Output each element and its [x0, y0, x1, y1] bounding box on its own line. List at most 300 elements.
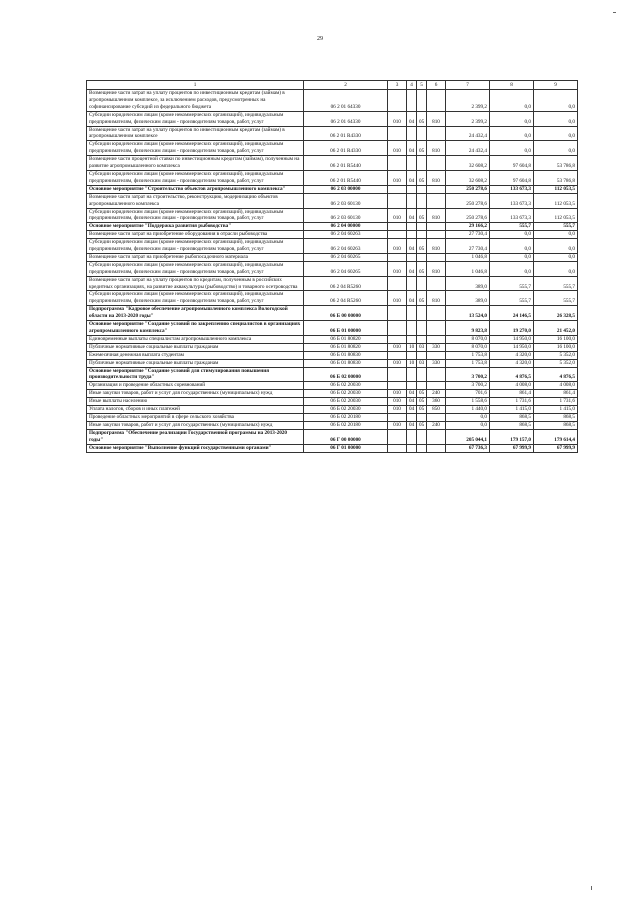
row-value-col8: 0,0 [490, 111, 534, 126]
row-value-col8: 0,0 [490, 239, 534, 254]
row-col6 [427, 351, 446, 359]
row-value-col7: 701,6 [446, 390, 490, 398]
table-row [87, 421, 578, 429]
row-col3 [388, 276, 407, 291]
row-code: 06 Б 02 20030 [304, 382, 388, 390]
row-value-col8: 861,4 [490, 390, 534, 398]
row-value-col9: 868,5 [534, 421, 578, 429]
row-value-col7: 1 440,0 [446, 406, 490, 414]
row-col3: 010 [388, 261, 407, 276]
row-value-col8: 67 999,9 [490, 444, 534, 452]
row-code: 06 2 01 64330 [304, 90, 388, 112]
table-row [87, 429, 578, 444]
page-number: 29 [317, 36, 323, 42]
row-value-col7: 24 432,4 [446, 141, 490, 156]
row-name: Субсидии юридическим лицам (кроме некоммерческих организаций), индивидуальным предпринимателям, физическим лицам - производителям товаров, работ, услуг [87, 208, 304, 223]
row-col5: 05 [417, 398, 427, 406]
row-value-col7: 1 558,6 [446, 398, 490, 406]
row-col5 [417, 193, 427, 208]
row-col4: 04 [407, 170, 417, 185]
row-name: Иные закупки товаров, работ и услуг для государственных (муниципальных) нужд [87, 390, 304, 398]
row-col6 [427, 335, 446, 343]
row-col6 [427, 253, 446, 261]
row-code: 06 2 04 60265 [304, 261, 388, 276]
row-col4 [407, 253, 417, 261]
row-code: 06 Б 02 20030 [304, 398, 388, 406]
row-col4 [407, 231, 417, 239]
row-col4 [407, 223, 417, 231]
table-row [87, 335, 578, 343]
row-col5: 05 [417, 406, 427, 414]
row-value-col8: 0,0 [490, 141, 534, 156]
row-value-col8: 133 673,3 [490, 193, 534, 208]
row-col3: 010 [388, 343, 407, 351]
row-name: Иные закупки товаров, работ и услуг для государственных (муниципальных) нужд [87, 421, 304, 429]
row-col5: 05 [417, 291, 427, 306]
table-row [87, 382, 578, 390]
row-name: Основное мероприятие "Выполнение функций государственными органами" [87, 444, 304, 452]
row-name: Проведение областных мероприятий в сфере сельского хозяйства [87, 413, 304, 421]
row-col6: 810 [427, 208, 446, 223]
row-value-col9: 112 053,5 [534, 193, 578, 208]
row-name: Возмещение части затрат на приобретение рыбопосадочного материала [87, 253, 304, 261]
row-col5 [417, 185, 427, 193]
row-code: 06 2 01 R4330 [304, 126, 388, 141]
table-row [87, 359, 578, 367]
row-col3: 010 [388, 111, 407, 126]
row-col4 [407, 193, 417, 208]
row-col6 [427, 429, 446, 444]
row-value-col8: 4 320,0 [490, 351, 534, 359]
row-col6: 240 [427, 390, 446, 398]
row-col3 [388, 231, 407, 239]
row-col3: 010 [388, 390, 407, 398]
row-col6 [427, 193, 446, 208]
table-row [87, 261, 578, 276]
row-col4 [407, 382, 417, 390]
row-col6 [427, 413, 446, 421]
row-code: 06 2 01 R5440 [304, 156, 388, 171]
row-col4 [407, 413, 417, 421]
row-col6: 810 [427, 291, 446, 306]
row-col5 [417, 321, 427, 336]
row-col3 [388, 444, 407, 452]
row-col5: 05 [417, 111, 427, 126]
row-col6: 810 [427, 170, 446, 185]
row-col4: 04 [407, 261, 417, 276]
table-row [87, 351, 578, 359]
scan-mark-top [613, 12, 616, 13]
row-col3 [388, 156, 407, 171]
row-value-col8: 133 673,3 [490, 208, 534, 223]
row-value-col8: 1 731,6 [490, 398, 534, 406]
row-value-col9: 0,0 [534, 90, 578, 112]
row-value-col8: 24 146,5 [490, 306, 534, 321]
row-value-col9: 112 053,5 [534, 185, 578, 193]
row-value-col8: 4 320,0 [490, 359, 534, 367]
header-cell-7: 7 [446, 81, 490, 90]
row-value-col7: 3 700,2 [446, 382, 490, 390]
row-value-col7: 67 736,3 [446, 444, 490, 452]
row-col4: 04 [407, 421, 417, 429]
row-value-col8: 14 950,0 [490, 335, 534, 343]
row-col3: 010 [388, 398, 407, 406]
row-col5 [417, 276, 427, 291]
row-col3 [388, 321, 407, 336]
table-row [87, 208, 578, 223]
row-value-col8: 555,7 [490, 223, 534, 231]
row-name: Субсидии юридическим лицам (кроме некоммерческих организаций), индивидуальным предпринимателям, физическим лицам - производителям товаров, работ, услуг [87, 141, 304, 156]
table-row [87, 321, 578, 336]
budget-table [86, 80, 578, 453]
row-value-col7: 29 166,2 [446, 223, 490, 231]
row-value-col9: 1 731,6 [534, 398, 578, 406]
row-value-col7: 8 070,0 [446, 343, 490, 351]
row-code: 06 2 01 R5440 [304, 170, 388, 185]
row-value-col8: 4 008,0 [490, 382, 534, 390]
row-value-col9: 1 415,0 [534, 406, 578, 414]
row-col6 [427, 156, 446, 171]
row-value-col9: 179 614,4 [534, 429, 578, 444]
row-name: Основное мероприятие "Создание условий по закреплению специалистов в организациях агропромышленного комплекса" [87, 321, 304, 336]
row-value-col7: 0,0 [446, 421, 490, 429]
row-code: 06 Г 00 00000 [304, 429, 388, 444]
row-name: Возмещение части затрат на приобретение оборудования в отрасли рыбоводства [87, 231, 304, 239]
row-value-col9: 21 452,0 [534, 321, 578, 336]
header-row [87, 81, 578, 90]
row-col3 [388, 429, 407, 444]
header-cell-4: 4 [407, 81, 417, 90]
row-value-col7: 32 608,2 [446, 170, 490, 185]
row-col4 [407, 335, 417, 343]
row-col3 [388, 223, 407, 231]
row-col3: 010 [388, 291, 407, 306]
row-col5: 05 [417, 170, 427, 185]
table-row [87, 111, 578, 126]
row-value-col9: 0,0 [534, 239, 578, 254]
row-value-col7: 8 070,0 [446, 335, 490, 343]
row-col6: 810 [427, 239, 446, 254]
table-row [87, 90, 578, 112]
table-body [87, 81, 578, 453]
table-row [87, 141, 578, 156]
row-col4 [407, 90, 417, 112]
row-col6: 810 [427, 261, 446, 276]
table-row [87, 239, 578, 254]
row-col6: 330 [427, 359, 446, 367]
row-value-col8: 0,0 [490, 231, 534, 239]
row-col5 [417, 253, 427, 261]
row-code: 06 2 01 R4330 [304, 141, 388, 156]
row-value-col7: 32 608,2 [446, 156, 490, 171]
row-value-col8: 555,7 [490, 276, 534, 291]
row-value-col9: 868,5 [534, 413, 578, 421]
row-code: 06 Б 01 80830 [304, 351, 388, 359]
row-col3 [388, 306, 407, 321]
row-col5: 05 [417, 421, 427, 429]
row-col3: 010 [388, 141, 407, 156]
row-col6 [427, 306, 446, 321]
row-code: 06 Б 02 20030 [304, 406, 388, 414]
row-value-col8: 97 604,8 [490, 170, 534, 185]
row-col6 [427, 223, 446, 231]
row-value-col7: 27 730,4 [446, 239, 490, 254]
row-value-col9: 16 100,0 [534, 343, 578, 351]
row-value-col7: 13 524,0 [446, 306, 490, 321]
row-col5: 03 [417, 343, 427, 351]
row-value-col7: 0,0 [446, 413, 490, 421]
row-col4 [407, 156, 417, 171]
row-col4: 04 [407, 398, 417, 406]
row-code: 06 2 04 60263 [304, 231, 388, 239]
row-value-col9: 0,0 [534, 126, 578, 141]
row-value-col7: 250 278,6 [446, 185, 490, 193]
row-col4: 10 [407, 359, 417, 367]
row-value-col9: 861,4 [534, 390, 578, 398]
table-row [87, 276, 578, 291]
row-col5 [417, 306, 427, 321]
table-row [87, 367, 578, 382]
row-col4: 04 [407, 111, 417, 126]
row-col3: 010 [388, 421, 407, 429]
row-value-col9: 4 008,0 [534, 382, 578, 390]
row-name: Субсидии юридическим лицам (кроме некоммерческих организаций), индивидуальным предпринимателям, физическим лицам - производителям товаров, работ, услуг [87, 170, 304, 185]
row-code: 06 Б 01 80820 [304, 335, 388, 343]
row-col4 [407, 351, 417, 359]
row-value-col7: 1 046,8 [446, 261, 490, 276]
row-col5: 05 [417, 141, 427, 156]
table-row [87, 231, 578, 239]
row-code: 06 Б 00 00000 [304, 306, 388, 321]
row-value-col9: 112 053,5 [534, 208, 578, 223]
row-code: 06 2 03 60130 [304, 193, 388, 208]
row-col3 [388, 185, 407, 193]
header-cell-5: 5 [417, 81, 427, 90]
row-col3 [388, 90, 407, 112]
row-col5 [417, 444, 427, 452]
header-cell-9: 9 [534, 81, 578, 90]
row-col3 [388, 367, 407, 382]
row-value-col7: 1 753,8 [446, 359, 490, 367]
row-value-col8: 555,7 [490, 291, 534, 306]
row-value-col8: 19 270,0 [490, 321, 534, 336]
row-col6: 330 [427, 343, 446, 351]
row-code: 06 2 03 60130 [304, 208, 388, 223]
row-col3 [388, 351, 407, 359]
row-col4: 04 [407, 239, 417, 254]
row-col6 [427, 367, 446, 382]
table-row [87, 406, 578, 414]
row-col5 [417, 335, 427, 343]
row-col4 [407, 321, 417, 336]
row-col4 [407, 185, 417, 193]
row-value-col8: 4 876,5 [490, 367, 534, 382]
row-col5: 03 [417, 359, 427, 367]
table-row [87, 444, 578, 452]
row-col6: 810 [427, 111, 446, 126]
row-value-col8: 133 673,3 [490, 185, 534, 193]
row-name: Основное мероприятие "Поддержка развития рыбоводства" [87, 223, 304, 231]
row-value-col7: 2 399,2 [446, 111, 490, 126]
row-value-col8: 0,0 [490, 253, 534, 261]
row-col4: 04 [407, 208, 417, 223]
row-col4: 04 [407, 141, 417, 156]
row-code: 06 2 04 R5260 [304, 291, 388, 306]
row-value-col7: 9 823,8 [446, 321, 490, 336]
row-code: 06 Б 01 80820 [304, 343, 388, 351]
row-value-col8: 97 604,8 [490, 156, 534, 171]
table-row [87, 398, 578, 406]
row-value-col8: 179 157,0 [490, 429, 534, 444]
row-name: Субсидии юридическим лицам (кроме некоммерческих организаций), индивидуальным предпринимателям, физическим лицам - производителям товаров, работ, услуг [87, 261, 304, 276]
row-value-col7: 27 730,4 [446, 231, 490, 239]
row-name: Возмещение части затрат на уплату процентов по инвестиционным кредитам (займам) в агропромышленном комплексе [87, 126, 304, 141]
row-name: Субсидии юридическим лицам (кроме некоммерческих организаций), индивидуальным предпринимателям, физическим лицам - производителям товаров, работ, услуг [87, 111, 304, 126]
row-code: 06 Б 02 20180 [304, 421, 388, 429]
row-name: Возмещение части процентной ставки по инвестиционным кредитам (займам), полученным на развитие агропромышленного комплекса [87, 156, 304, 171]
row-col3 [388, 335, 407, 343]
row-name: Основное мероприятие "Создание условий для стимулирования повышения производительности труда" [87, 367, 304, 382]
row-value-col8: 868,5 [490, 421, 534, 429]
row-value-col8: 1 415,0 [490, 406, 534, 414]
row-col3: 010 [388, 239, 407, 254]
row-name: Подпрограмма "Обеспечение реализации Государственной программы на 2013-2020 годы" [87, 429, 304, 444]
row-code: 06 Б 02 20180 [304, 413, 388, 421]
row-name: Уплата налогов, сборов и иных платежей [87, 406, 304, 414]
row-col5 [417, 156, 427, 171]
row-col5 [417, 126, 427, 141]
row-col4: 10 [407, 343, 417, 351]
row-col6: 810 [427, 141, 446, 156]
row-col4 [407, 367, 417, 382]
row-value-col7: 3 700,2 [446, 367, 490, 382]
row-code: 06 Г 01 00000 [304, 444, 388, 452]
row-col3 [388, 253, 407, 261]
row-value-col7: 205 044,1 [446, 429, 490, 444]
row-col5 [417, 429, 427, 444]
row-value-col9: 0,0 [534, 111, 578, 126]
row-code: 06 Б 01 80830 [304, 359, 388, 367]
row-value-col9: 0,0 [534, 261, 578, 276]
row-name: Возмещение части затрат на уплату процентов по инвестиционным кредитам (займам) в агропромышленном комплексе, за исключением расходов, предусмотренных на софинансирование субсидий из федерального бюджета [87, 90, 304, 112]
row-code: 06 Б 02 00000 [304, 367, 388, 382]
table-row [87, 306, 578, 321]
row-value-col8: 14 950,0 [490, 343, 534, 351]
row-name: Организация и проведение областных соревнований [87, 382, 304, 390]
row-col5 [417, 231, 427, 239]
row-code: 06 2 03 00000 [304, 185, 388, 193]
header-cell-6: 6 [427, 81, 446, 90]
row-name: Основное мероприятие "Строительство объектов агропромышленного комплекса" [87, 185, 304, 193]
row-col6 [427, 276, 446, 291]
row-value-col9: 67 999,9 [534, 444, 578, 452]
row-value-col7: 389,0 [446, 291, 490, 306]
row-col3 [388, 382, 407, 390]
row-name: Возмещение части затрат на уплату процентов по кредитам, полученным в российских кредитных организациях, на развитие аквакультуры (рыбоводство) и товарного осетроводства [87, 276, 304, 291]
row-code: 06 2 04 00000 [304, 223, 388, 231]
row-name: Ежемесячная денежная выплата студентам [87, 351, 304, 359]
row-col6: 360 [427, 398, 446, 406]
row-name: Иные выплаты населению [87, 398, 304, 406]
table-row [87, 223, 578, 231]
table-row [87, 291, 578, 306]
row-col3 [388, 126, 407, 141]
row-col3: 010 [388, 359, 407, 367]
row-col3: 010 [388, 406, 407, 414]
row-value-col9: 0,0 [534, 231, 578, 239]
table-row [87, 126, 578, 141]
row-name: Субсидии юридическим лицам (кроме некоммерческих организаций), индивидуальным предпринимателям, физическим лицам - производителям товаров, работ, услуг [87, 291, 304, 306]
row-col5: 05 [417, 239, 427, 254]
row-col3 [388, 193, 407, 208]
table-row [87, 343, 578, 351]
row-name: Подпрограмма "Кадровое обеспечение агропромышленного комплекса Вологодской области на 2013-2020 годы" [87, 306, 304, 321]
row-col5 [417, 367, 427, 382]
scan-mark-bottom [591, 886, 592, 890]
row-code: 06 2 04 R5260 [304, 276, 388, 291]
row-code: 06 2 01 64330 [304, 111, 388, 126]
row-value-col8: 0,0 [490, 90, 534, 112]
row-value-col9: 5 352,0 [534, 351, 578, 359]
row-col5: 05 [417, 390, 427, 398]
row-col6: 240 [427, 421, 446, 429]
row-value-col9: 26 328,5 [534, 306, 578, 321]
header-cell-8: 8 [490, 81, 534, 90]
row-col6 [427, 126, 446, 141]
row-col5 [417, 413, 427, 421]
row-code: 06 2 04 60263 [304, 239, 388, 254]
row-value-col9: 0,0 [534, 253, 578, 261]
row-value-col9: 0,0 [534, 141, 578, 156]
row-value-col8: 868,5 [490, 413, 534, 421]
row-col4 [407, 429, 417, 444]
row-col6 [427, 231, 446, 239]
row-col3: 010 [388, 208, 407, 223]
row-value-col9: 555,7 [534, 223, 578, 231]
row-value-col9: 5 352,0 [534, 359, 578, 367]
row-col4 [407, 126, 417, 141]
row-col6 [427, 321, 446, 336]
row-col4: 04 [407, 291, 417, 306]
row-col6 [427, 382, 446, 390]
row-col3: 010 [388, 170, 407, 185]
row-value-col7: 250 278,6 [446, 193, 490, 208]
row-col5 [417, 223, 427, 231]
row-col4: 04 [407, 390, 417, 398]
row-value-col9: 555,7 [534, 276, 578, 291]
header-cell-1: 1 [87, 81, 304, 90]
row-value-col7: 24 432,4 [446, 126, 490, 141]
row-col5 [417, 382, 427, 390]
row-col6 [427, 444, 446, 452]
row-value-col9: 53 786,8 [534, 170, 578, 185]
row-name: Публичные нормативные социальные выплаты гражданам [87, 359, 304, 367]
row-col3 [388, 413, 407, 421]
row-value-col7: 250 278,6 [446, 208, 490, 223]
table-row [87, 193, 578, 208]
row-value-col9: 555,7 [534, 291, 578, 306]
row-value-col7: 1 753,8 [446, 351, 490, 359]
row-name: Единовременные выплаты специалистам агропромышленного комплекса [87, 335, 304, 343]
table-row [87, 170, 578, 185]
row-col5 [417, 351, 427, 359]
row-value-col8: 0,0 [490, 126, 534, 141]
header-cell-3: 3 [388, 81, 407, 90]
table-row [87, 156, 578, 171]
row-code: 06 Б 01 00000 [304, 321, 388, 336]
row-col6: 850 [427, 406, 446, 414]
row-col6 [427, 90, 446, 112]
